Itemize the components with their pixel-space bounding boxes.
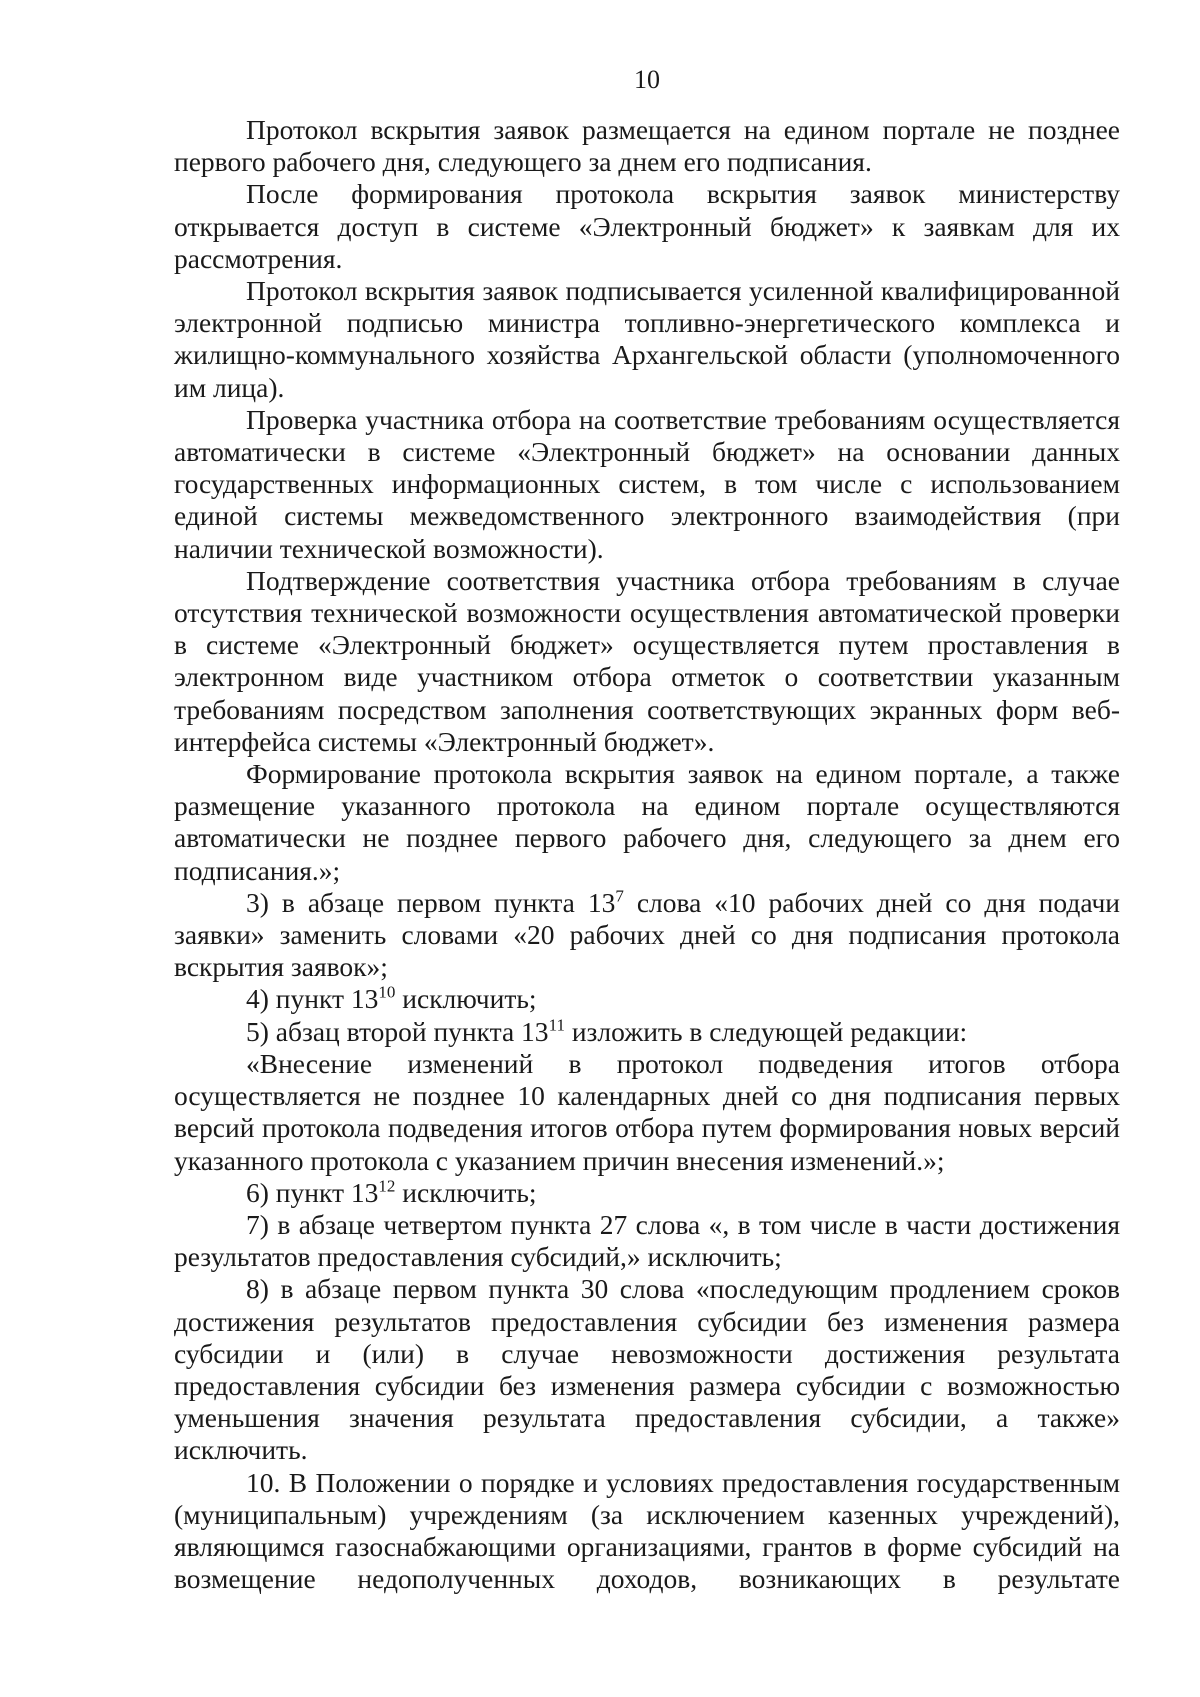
- paragraph-access-opening: После формирования протокола вскрытия заявок министерству открывается доступ в системе «Электронный бюджет» к заявкам для их рассмотрения.: [174, 178, 1120, 274]
- list-item-6-text: 6) пункт 13: [246, 1176, 379, 1208]
- list-item-4-text: 4) пункт 13: [246, 983, 379, 1015]
- list-item-4: [174, 983, 1120, 1015]
- list-item-5: [174, 1016, 1120, 1048]
- section-10-paragraph: 10. В Положении о порядке и условиях предоставления государственным (муниципальным) учреждениям (за исключением казенных учреждений), являющимся газоснабжающими организациями, грантов в форме субсидий на возмещение недополученных доходов, возникающих в результате: [174, 1466, 1120, 1595]
- list-item-3-superscript: 7: [615, 886, 624, 906]
- paragraph-participant-check: Проверка участника отбора на соответствие требованиям осуществляется автоматически в системе «Электронный бюджет» на основании данных государственных информационных систем, в том числе с использованием единой системы межведомственного электронного взаимодействия (при наличии технической возможности).: [174, 403, 1120, 564]
- paragraph-protocol-formation: Формирование протокола вскрытия заявок на едином портале, а также размещение указанного протокола на едином портале осуществляются автоматически не позднее первого рабочего дня, следующего за днем его подписания.»;: [174, 758, 1120, 886]
- list-item-4-text-cont: исключить;: [395, 983, 537, 1015]
- list-item-5-text: 5) абзац второй пункта 13: [246, 1015, 549, 1047]
- paragraph-protocol-publication: Протокол вскрытия заявок размещается на едином портале не позднее первого рабочего дня, следующего за днем его подписания.: [174, 114, 1120, 178]
- paragraph-compliance-confirmation: Подтверждение соответствия участника отбора требованиям в случае отсутствия технической возможности осуществления автоматической проверки в системе «Электронный бюджет» осуществляется путем проставления в электронном виде участником отбора отметок о соответствии указанным требованиям посредством заполнения соответствующих экранных форм веб-интерфейса системы «Электронный бюджет».: [174, 564, 1120, 757]
- list-item-4-superscript: 10: [378, 982, 396, 1002]
- quoted-new-wording: «Внесение изменений в протокол подведения итогов отбора осуществляется не позднее 10 календарных дней со дня подписания первых версий протокола подведения итогов отбора путем формирования новых версий указанного протокола с указанием причин внесения изменений.»;: [174, 1047, 1120, 1176]
- list-item-3-text-cont: слова «10 рабочих дней со дня подачи заявки» заменить словами «20 рабочих дней со дня подписания протокола вскрытия заявок»;: [174, 886, 1121, 983]
- list-item-8: 8) в абзаце первом пункта 30 слова «последующим продлением сроков достижения результатов предоставления субсидии без изменения размера субсидии и (или) в случае невозможности достижения результата предоставления субсидии без изменения размера субсидии с возможностью уменьшения значения результата предоставления субсидии, а также» исключить.: [174, 1273, 1120, 1466]
- list-item-7: 7) в абзаце четвертом пункта 27 слова «, в том числе в части достижения результатов предоставления субсидий,» исключить;: [174, 1208, 1120, 1273]
- list-item-5-superscript: 11: [548, 1015, 565, 1035]
- page-number: 10: [634, 65, 660, 94]
- list-item-6-text-cont: исключить;: [395, 1176, 537, 1208]
- list-item-6: [174, 1177, 1120, 1209]
- list-item-3: [174, 887, 1120, 984]
- paragraph-protocol-signing: Протокол вскрытия заявок подписывается усиленной квалифицированной электронной подписью министра топливно-энергетического комплекса и жилищно-коммунального хозяйства Архангельской области (уполномоченного им лица).: [174, 275, 1120, 403]
- list-item-3-text: 3) в абзаце первом пункта 13: [246, 886, 616, 918]
- document-page: [174, 64, 1120, 1595]
- list-item-5-text-cont: изложить в следующей редакции:: [564, 1015, 968, 1047]
- list-item-6-superscript: 12: [378, 1176, 396, 1196]
